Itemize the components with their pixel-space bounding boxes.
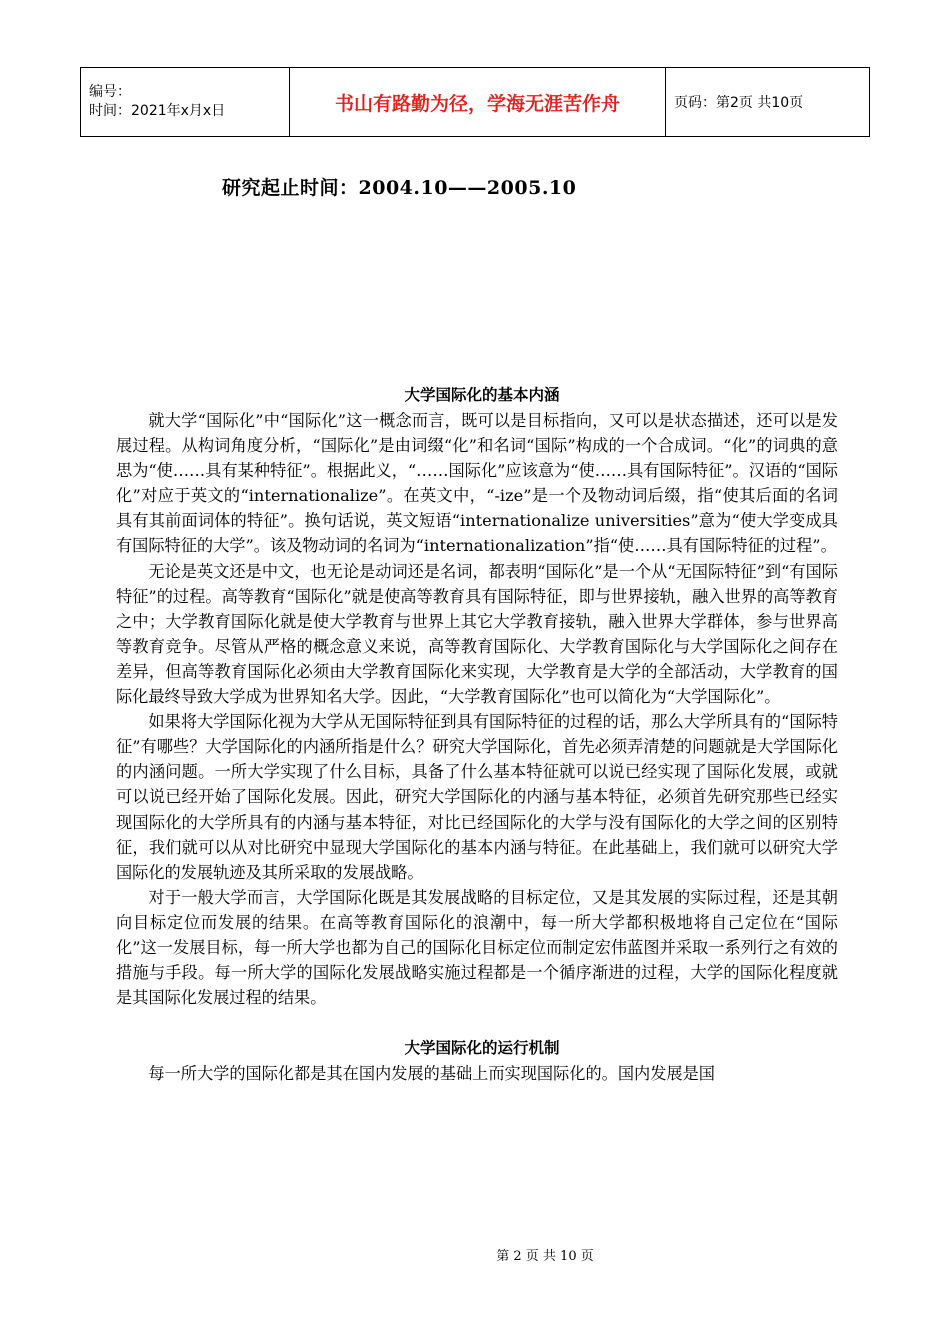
paragraph: 每一所大学的国际化都是其在国内发展的基础上而实现国际化的。国内发展是国 [148,1064,715,1084]
section-spacer [116,1010,838,1036]
motto-cell [290,68,666,137]
page-footer: 第 2 页 共 10 页 [496,1249,594,1264]
research-period: 研究起止时间：2004.10——2005.10 [222,177,577,199]
section-title-operating-mechanism: 大学国际化的运行机制 [404,1039,560,1058]
paragraph: 对于一般大学而言，大学国际化既是其发展战略的目标定位，又是其发展的实际过程，还是其朝向目标定位而发展的结果。在高等教育国际化的浪潮中，每一所大学都积极地将自己定位在“国际化”这一发展目标，每一所大学也都为自己的国际化目标定位而制定宏伟蓝图并采取一系列行之有效的措施与手段。每一所大学的国际化发展战略实施过程都是一个循序渐进的过程，大学的国际化程度就是其国际化发展过程的结果。 [116,887,838,1008]
section-title-basic-connotation: 大学国际化的基本内涵 [404,386,560,404]
serial-label: 编号： [89,84,131,100]
document-header [80,67,870,137]
document-body [116,383,838,1086]
date-label: 时间：2021年x月x日 [89,103,226,119]
paragraph: 无论是英文还是中文，也无论是动词还是名词，都表明“国际化”是一个从“无国际特征”到“有国际特征”的过程。高等教育“国际化”就是使高等教育具有国际特征，即与世界接轨，融入世界的高等教育之中；大学教育国际化就是使大学教育与世界上其它大学教育接轨，融入世界大学群体，参与世界高等教育竞争。尽管从严格的概念意义来说，高等教育国际化、大学教育国际化与大学国际化之间存在差异，但高等教育国际化必须由大学教育国际化来实现，大学教育是大学的全部活动，大学教育的国际化最终导致大学成为世界知名大学。因此，“大学教育国际化”也可以简化为“大学国际化”。 [116,561,838,707]
page-label: 页码：第2页 共10页 [674,95,804,111]
paragraph: 就大学“国际化”中“国际化”这一概念而言，既可以是目标指向，又可以是状态描述，还可以是发展过程。从构词角度分析，“国际化”是由词缀“化”和名词“国际”构成的一个合成词。“化”的词典的意思为“使……具有某种特征”。根据此义，“……国际化”应该意为“使……具有国际特征”。汉语的“国际化”对应于英文的“internationalize”。在英文中，“-ize”是一个及物动词后缀，指“使其后面的名词具有其前面词体的特征”。换句话说，英文短语“internationalize universities”意为“使大学变成具有国际特征的大学”。该及物动词的名词为“internationalization”指“使……具有国际特征的过程”。 [116,411,838,556]
motto-text: 书山有路勤为径，学海无涯苦作舟 [334,92,620,115]
header-meta-cell [81,68,290,137]
paragraph: 如果将大学国际化视为大学从无国际特征到具有国际特征的过程的话，那么大学所具有的“国际特征”有哪些？大学国际化的内涵所指是什么？研究大学国际化，首先必须弄清楚的问题就是大学国际化的内涵问题。一所大学实现了什么目标，具备了什么基本特征就可以说已经实现了国际化发展，或就可以说已经开始了国际化发展。因此，研究大学国际化的内涵与基本特征，必须首先研究那些已经实现国际化的大学所具有的内涵与基本特征，对比已经国际化的大学与没有国际化的大学之间的区别特征，我们就可以从对比研究中显现大学国际化的基本内涵与特征。在此基础上，我们就可以研究大学国际化的发展轨迹及其所采取的发展战略。 [116,712,838,882]
page-number-cell [666,68,870,137]
